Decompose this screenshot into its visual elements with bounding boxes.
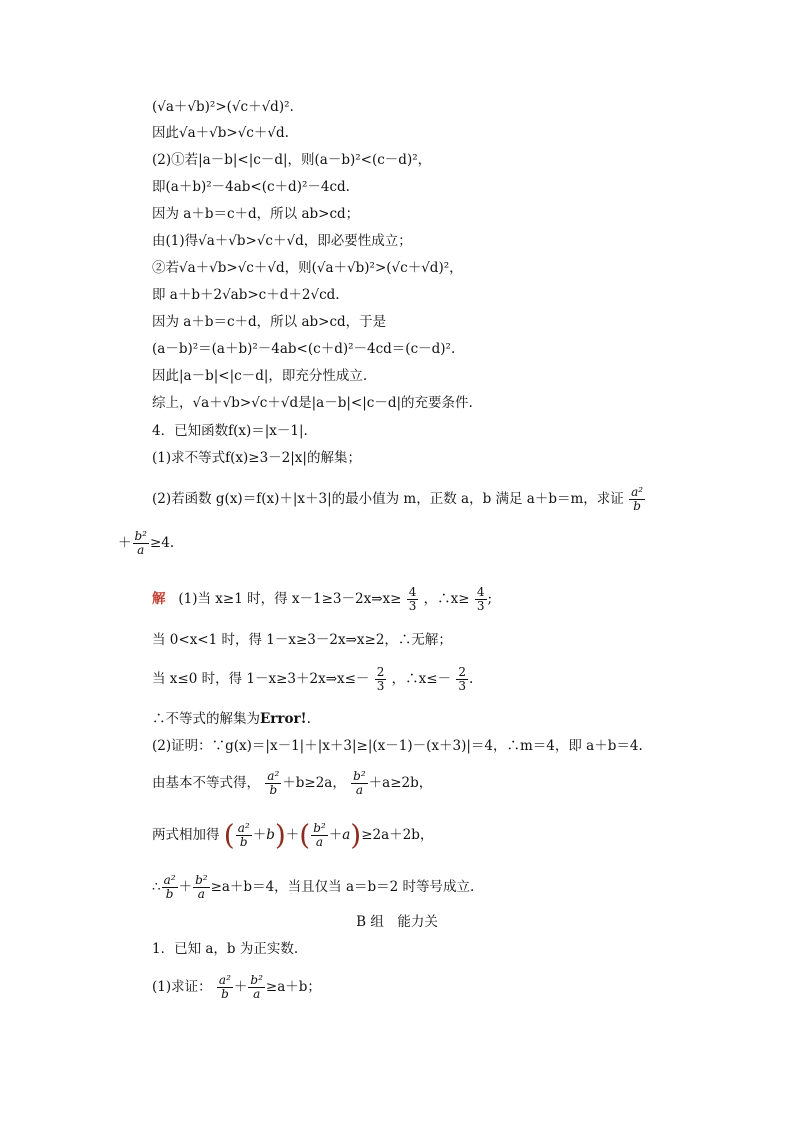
fraction-denominator: 3 (408, 599, 417, 613)
solution-line-1-text: (1)当 x≥1 时，得 x－1≥3－2x⇒x≥ (178, 591, 402, 607)
fraction-b2-over-a (133, 530, 150, 557)
fraction-numerator: a² (237, 821, 250, 835)
fraction-b2-over-a (193, 874, 210, 901)
fraction-numerator: b² (250, 973, 263, 987)
solution-set-error: Error! (260, 711, 307, 727)
fraction-a2-over-b (217, 974, 233, 1001)
problem-4-title: 4．已知函数f(x)＝|x－1|. (152, 423, 308, 439)
text-line-6: 由(1)得√a＋√b>√c＋√d，即必要性成立； (152, 233, 412, 249)
solution-line-1: 解 (1)当 x≥1 时，得 x－1≥3－2x⇒x≥ $\frac{4}{3}$ ，∴x≥ $\frac{4}{3}$ ; (152, 585, 493, 613)
solution-line-6-text-c: ＋a≥2b， (368, 775, 433, 791)
problem-b1-part1-text: (1)求证： (152, 979, 212, 995)
fraction-numerator: a² (218, 973, 231, 987)
text-line-4: 即(a＋b)²－4ab<(c＋d)²－4cd. (152, 179, 350, 195)
solution-line-7-text: 两式相加得 (152, 827, 220, 843)
text-line-5: 因为 a＋b＝c＋d，所以 ab>cd； (152, 206, 360, 222)
fraction-numerator: 2 (458, 665, 467, 679)
fraction-a2-over-b (265, 770, 281, 797)
fraction-denominator: 3 (476, 599, 485, 613)
fraction-numerator: a² (631, 485, 644, 499)
fraction-denominator: 3 (458, 679, 467, 693)
fraction-numerator: b² (313, 821, 326, 835)
text-line-10: (a－b)²＝(a＋b)²－4ab<(c＋d)²－4cd＝(c－d)². (152, 341, 456, 357)
fraction-b2-over-a (311, 822, 328, 849)
fraction-numerator: a² (163, 873, 176, 887)
solution-line-2: 当 0<x<1 时，得 1－x≥3－2x⇒x≥2，∴无解； (152, 632, 452, 648)
solution-line-6 (152, 770, 432, 797)
fraction-denominator: a (197, 887, 205, 901)
fraction-four-thirds-2 (475, 586, 487, 613)
problem-b1-part1-tail: ≥a＋b； (265, 979, 321, 995)
text-line-12: 综上，√a＋√b>√c＋√d是|a－b|<|c－d|的充要条件. (152, 395, 473, 411)
solution-line-3: 当 x≤0 时，得 1－x≥3＋2x⇒x≤－ $\frac{2}{3}$ ，∴x≤－ $\frac{2}{3}$ . (152, 665, 474, 693)
text-line-2: 因此√a＋√b>√c＋√d. (152, 125, 289, 141)
fraction-a2-over-b (236, 822, 252, 849)
fraction-denominator: b (633, 499, 641, 513)
fraction-four-thirds (407, 586, 419, 613)
solution-line-3-text-b: ，∴x≤－ (391, 671, 452, 687)
problem-b1-part1: (1)求证： $\frac{\text{a²}}{b}$ ＋ $\frac{\text{b²}}{a}$ ≥a＋b； (152, 973, 321, 1001)
fraction-denominator: a (137, 543, 145, 557)
solution-line-5: (2)证明：∵g(x)＝|x－1|＋|x＋3|≥|(x－1)－(x＋3)|＝4，∴m＝4，即 a＋b＝4. (152, 738, 643, 754)
left-paren: ( (223, 818, 235, 852)
fraction-numerator: 2 (376, 665, 385, 679)
fraction-numerator: 4 (476, 585, 485, 599)
solution-set-label: ∴不等式的解集为 (152, 711, 260, 727)
section-heading: B 组 能力关 (356, 914, 438, 930)
solution-line-4: ∴不等式的解集为Error!. (152, 711, 311, 727)
fraction-numerator: a² (267, 769, 280, 783)
solution-line-8-text: ≥a＋b＝4，当且仅当 a＝b＝2 时等号成立. (210, 879, 475, 895)
fraction-b2-over-a (351, 770, 368, 797)
fraction-a2-over-b (629, 486, 645, 513)
left-paren: ( (299, 818, 311, 852)
problem-4-part2-continued (118, 530, 174, 557)
plus-sign: ＋ (118, 535, 132, 551)
fraction-denominator: b (221, 987, 229, 1001)
solution-label: 解 (152, 591, 166, 607)
fraction-numerator: b² (195, 873, 208, 887)
text-line-1: (√a＋√b)²>(√c＋√d)². (152, 99, 294, 115)
fraction-b2-over-a (248, 974, 265, 1001)
solution-line-6-text: 由基本不等式得， (152, 775, 260, 791)
fraction-denominator: b (269, 783, 278, 797)
fraction-denominator: a (253, 987, 261, 1001)
fraction-denominator: b (165, 887, 174, 901)
inequality-tail: ≥4. (150, 535, 175, 551)
text-line-8: 即 a＋b＋2√ab>c＋d＋2√cd. (152, 287, 340, 303)
problem-b1-title: 1．已知 a，b 为正实数. (152, 941, 299, 957)
solution-line-8: ∴ $\frac{\text{a²}}{b}$ ＋ $\frac{\text{b²}}{a}$ ≥a＋b＝4，当且仅当 a＝b＝2 时等号成立. (152, 873, 475, 901)
fraction-two-thirds (375, 666, 387, 693)
problem-4-part2-text: (2)若函数 g(x)＝f(x)＋|x＋3|的最小值为 m，正数 a，b 满足 a＋b＝m，求证 (152, 491, 624, 507)
fraction-numerator: b² (134, 529, 147, 543)
fraction-two-thirds-2 (456, 666, 468, 693)
solution-line-6-text-b: ＋b≥2a， (282, 775, 346, 791)
problem-4-part2 (152, 486, 646, 513)
text-line-7: ②若√a＋√b>√c＋√d，则(√a＋√b)²>(√c＋√d)²， (152, 260, 463, 276)
solution-line-7-text-b: ≥2a＋2b， (361, 827, 434, 843)
fraction-denominator: a (355, 783, 363, 797)
fraction-a2-over-b (162, 874, 178, 901)
solution-line-3-text: 当 x≤0 时，得 1－x≥3＋2x⇒x≤－ (152, 671, 370, 687)
right-paren: ) (350, 818, 362, 852)
fraction-denominator: 3 (376, 679, 385, 693)
right-paren: ) (274, 818, 286, 852)
problem-4-part1: (1)求不等式f(x)≥3－2|x|的解集； (152, 450, 361, 466)
text-line-9: 因为 a＋b＝c＋d，所以 ab>cd，于是 (152, 314, 387, 330)
text-line-3: (2)①若|a－b|<|c－d|，则(a－b)²<(c－d)²， (152, 152, 432, 168)
fraction-denominator: b (239, 835, 248, 849)
text-line-11: 因此|a－b|<|c－d|，即充分性成立. (152, 368, 368, 384)
solution-line-7: 两式相加得 ( $\frac{\text{a²}}{b}$ ＋b)＋( $\frac{\text{b²}}{a}$ ＋a)≥2a＋2b， (152, 818, 434, 852)
fraction-numerator: b² (353, 769, 366, 783)
fraction-numerator: 4 (408, 585, 417, 599)
fraction-denominator: a (315, 835, 324, 849)
solution-line-1-text-b: ，∴x≥ (423, 591, 470, 607)
